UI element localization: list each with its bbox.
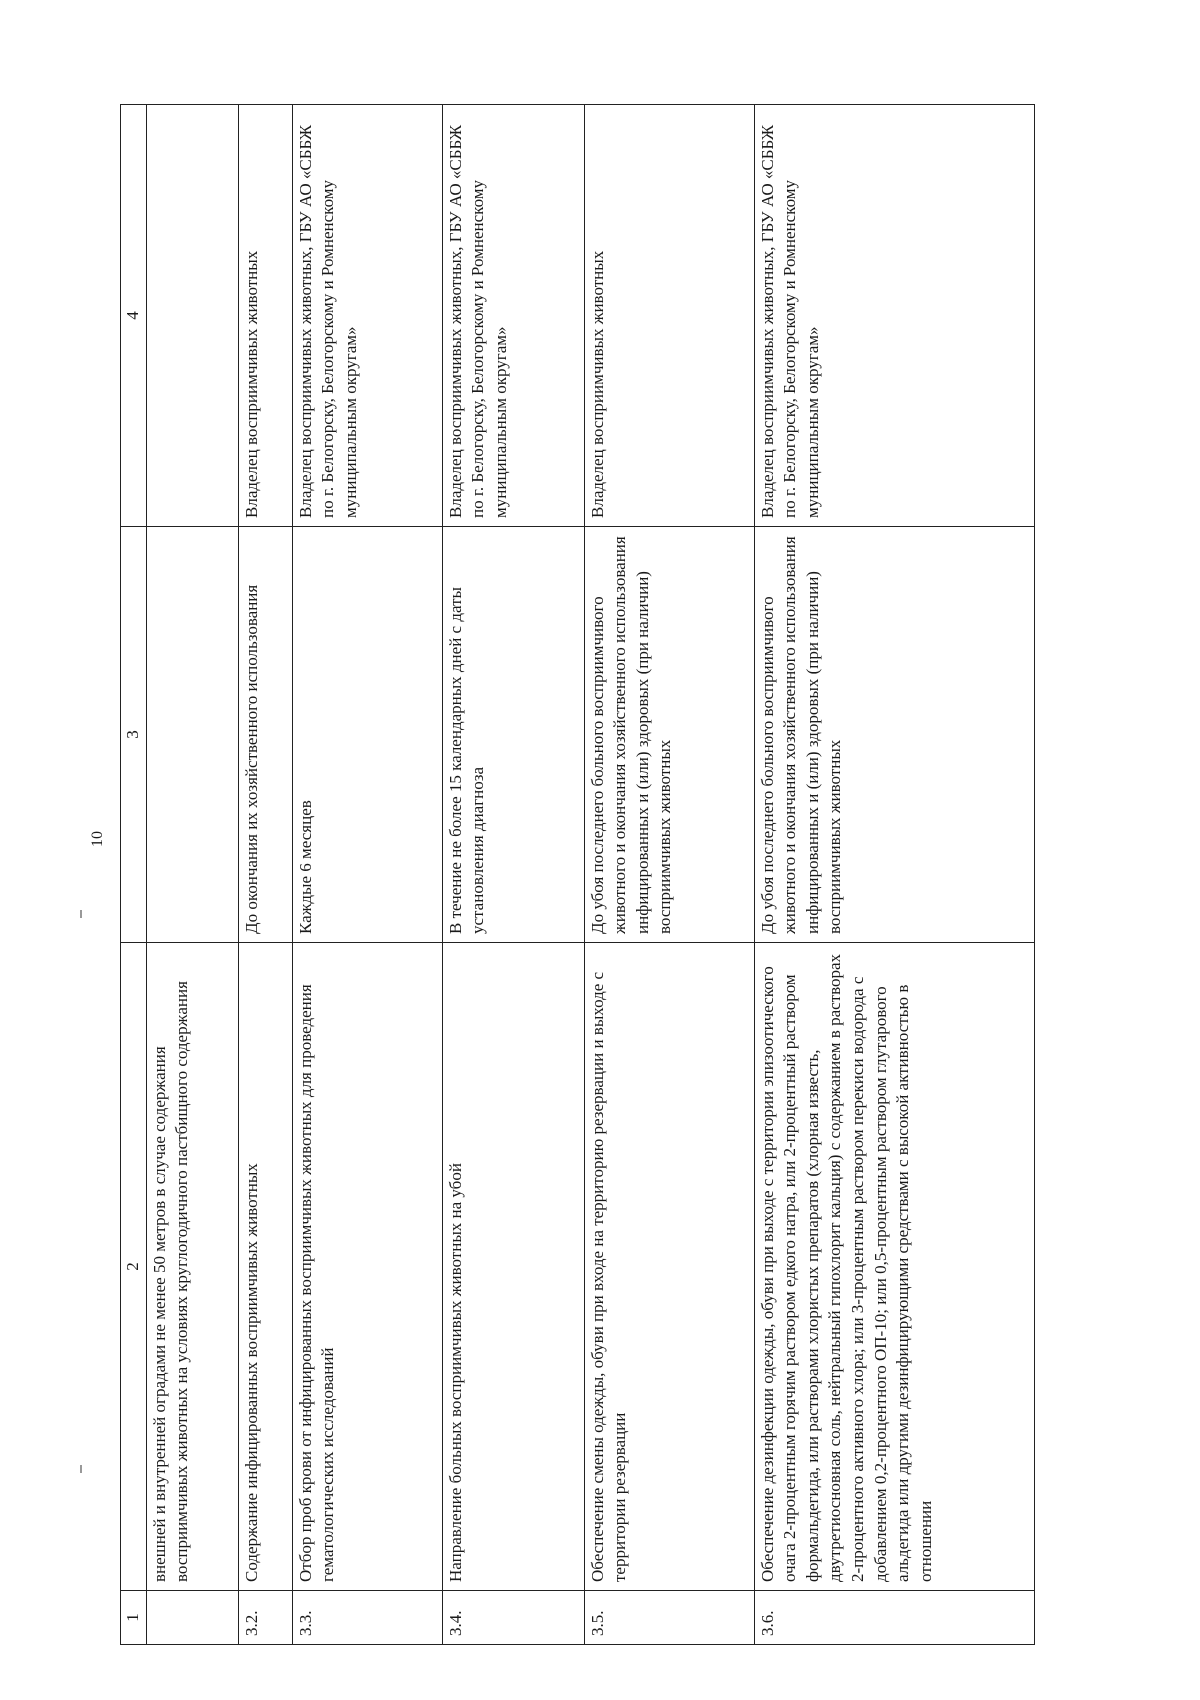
row-number: 3.2. <box>238 1591 292 1645</box>
term-cell: До убоя последнего больного восприимчивого животного и окончания хозяйственного использования инфицированных и (или) здоровых (при наличии) восприимчивых животных <box>584 527 754 943</box>
table-row <box>146 105 238 1645</box>
responsible-cell: Владелец восприимчивых животных, ГБУ АО «СББЖ по г. Белогорску, Белогорскому и Ромненскому муниципальным округам» <box>754 105 1034 527</box>
term-cell <box>146 527 238 943</box>
responsible-cell: Владелец восприимчивых животных, ГБУ АО «СББЖ по г. Белогорску, Белогорскому и Ромненскому муниципальным округам» <box>442 105 584 527</box>
column-header: 4 <box>121 105 147 527</box>
table-row <box>754 105 1034 1645</box>
row-number <box>146 1591 238 1645</box>
measure-cell: Отбор проб крови от инфицированных восприимчивых животных для проведения гематологических исследований <box>292 943 442 1591</box>
responsible-cell: Владелец восприимчивых животных <box>584 105 754 527</box>
term-cell: До убоя последнего больного восприимчивого животного и окончания хозяйственного использования инфицированных и (или) здоровых (при наличии) восприимчивых животных <box>754 527 1034 943</box>
row-number: 3.3. <box>292 1591 442 1645</box>
responsible-cell: Владелец восприимчивых животных, ГБУ АО «СББЖ по г. Белогорску, Белогорскому и Ромненскому муниципальным округам» <box>292 105 442 527</box>
responsible-cell <box>146 105 238 527</box>
scan-speck <box>80 910 82 918</box>
responsible-cell: Владелец восприимчивых животных <box>238 105 292 527</box>
page-number: 10 <box>89 831 106 847</box>
column-header: 3 <box>121 527 147 943</box>
row-number: 3.6. <box>754 1591 1034 1645</box>
row-number: 3.4. <box>442 1591 584 1645</box>
scan-speck <box>80 1465 82 1473</box>
measure-cell: Содержание инфицированных восприимчивых животных <box>238 943 292 1591</box>
measures-table <box>120 104 1035 1645</box>
rotated-table-container <box>120 105 1020 1645</box>
measure-cell: Обеспечение дезинфекции одежды, обуви при выходе с территории эпизоотического очага 2-процентным горячим раствором едкого натра, или 2-процентный раствором формальдегида, или растворами хлористых препаратов (хлорная известь, двутретиосновная соль, нейтральный гипохлорит кальция) с содержанием в растворах 2-процентного активного хлора; или 3-процентным раствором перекиси водорода с добавлением 0,2-процентного ОП-10; или 0,5-процентным раствором глутарового альдегида или другими дезинфицирующими средствами с высокой активностью в отношении <box>754 943 1034 1591</box>
measure-cell: внешней и внутренней оградами не менее 50 метров в случае содержания восприимчивых животных на условиях круглогодичного пастбищного содержания <box>146 943 238 1591</box>
term-cell: Каждые 6 месяцев <box>292 527 442 943</box>
column-header: 2 <box>121 943 147 1591</box>
table-row <box>442 105 584 1645</box>
row-number: 3.5. <box>584 1591 754 1645</box>
column-header: 1 <box>121 1591 147 1645</box>
term-cell: До окончания их хозяйственного использования <box>238 527 292 943</box>
table-row <box>238 105 292 1645</box>
table-header-row <box>121 105 147 1645</box>
measure-cell: Направление больных восприимчивых животных на убой <box>442 943 584 1591</box>
term-cell: В течение не более 15 календарных дней с даты установления диагноза <box>442 527 584 943</box>
table-row <box>292 105 442 1645</box>
table-row <box>584 105 754 1645</box>
measure-cell: Обеспечение смены одежды, обуви при входе на территорию резервации и выходе с территории резервации <box>584 943 754 1591</box>
